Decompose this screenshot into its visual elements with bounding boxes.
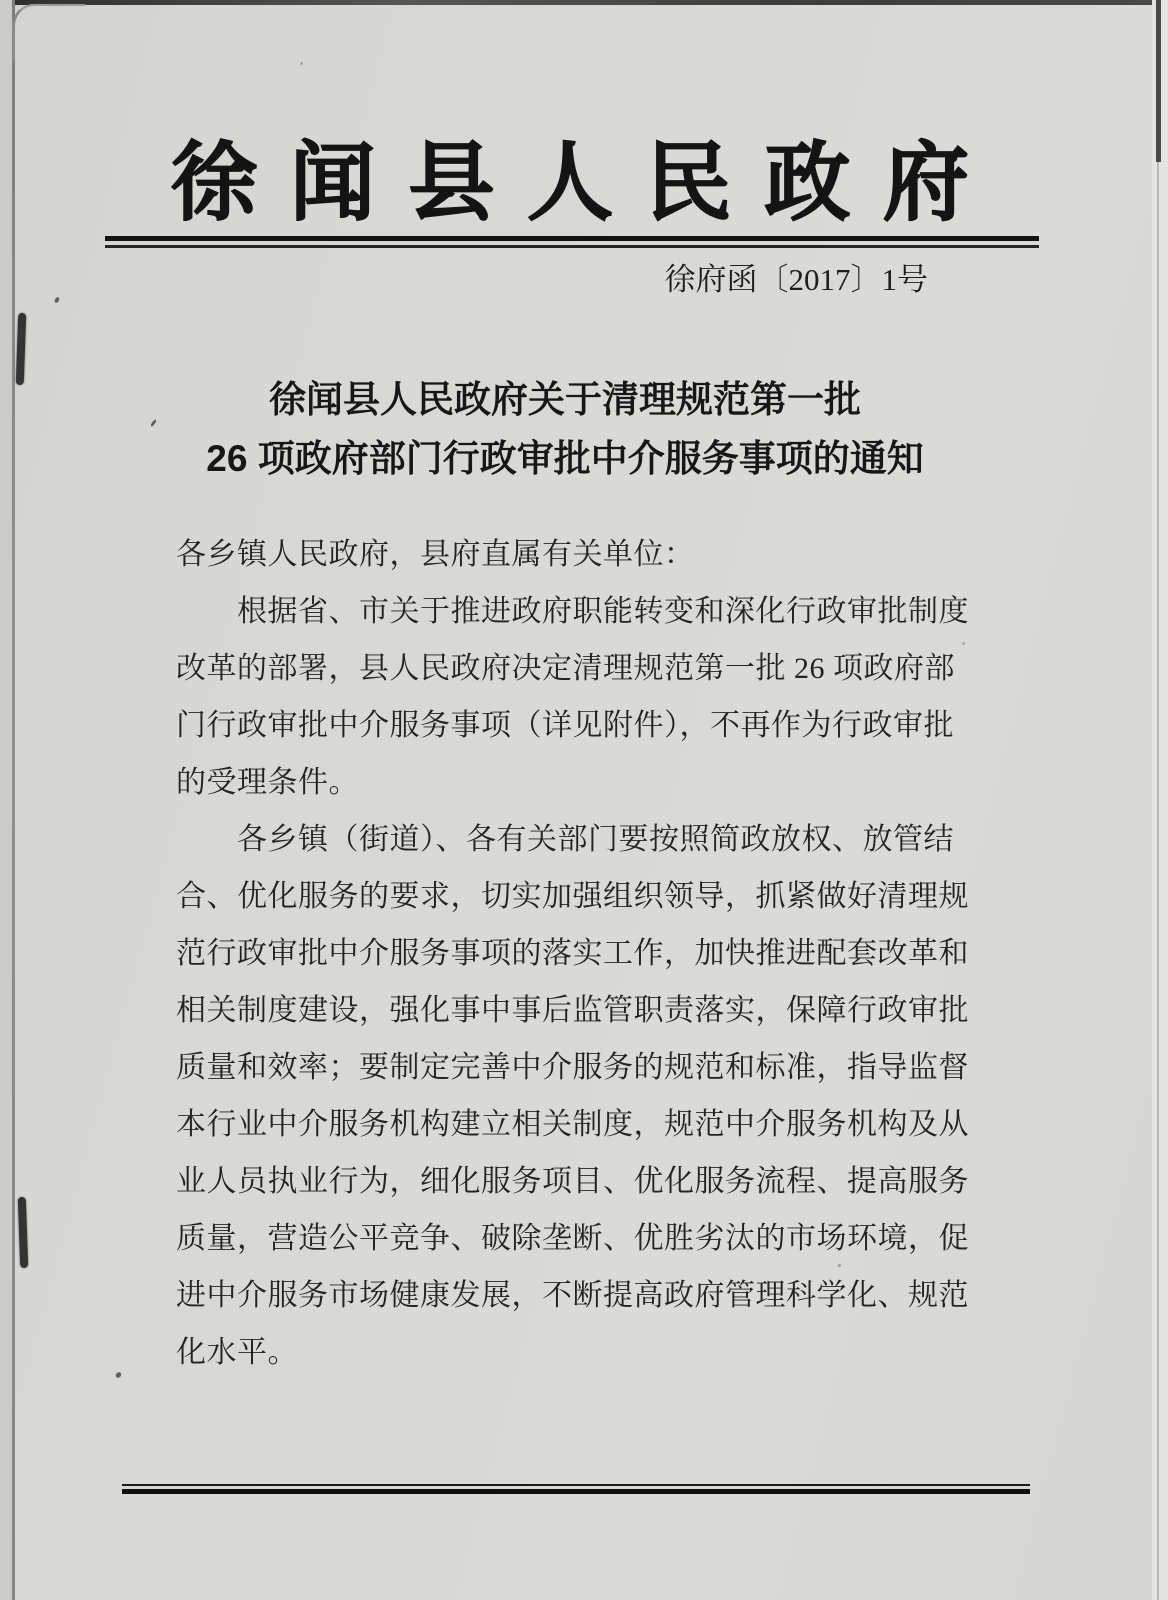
letterhead-divider [105,236,1039,248]
ink-speck [962,642,965,645]
ink-speck [115,1371,123,1379]
page-right-edge-dark [1156,0,1161,162]
body-text-line: 质量和效率；要制定完善中介服务的规范和标准，指导监督 [176,1051,969,1084]
body-text-line: 化水平。 [176,1336,298,1369]
body-text-line: 质量，营造公平竞争、破除垄断、优胜劣汰的市场环境，促 [176,1222,969,1255]
body-text-line: 进中介服务市场健康发展，不断提高政府管理科学化、规范 [176,1279,969,1312]
scan-left-margin [0,0,12,1600]
divider-thick-line [122,1489,1030,1494]
body-text-line: 合、优化服务的要求，切实加强组织领导，抓紧做好清理规 [176,880,969,913]
scan-right-margin [1152,0,1168,1600]
government-letterhead: 徐闻县人民政府 [170,135,1002,231]
body-text-line: 本行业中介服务机构建立相关制度，规范中介服务机构及从 [176,1108,969,1141]
document-title-line2: 26 项政府部门行政审批中介服务事项的通知 [206,438,924,479]
body-text-line: 根据省、市关于推进政府职能转变和深化行政审批制度 [237,595,969,628]
body-text-line: 业人员执业行为，细化服务项目、优化服务流程、提高服务 [176,1165,969,1198]
scan-top-edge [0,0,1168,5]
body-text-line: 各乡镇人民政府，县府直属有关单位： [176,538,695,571]
divider-thin-line [105,245,1039,248]
document-title-line1: 徐闻县人民政府关于清理规范第一批 [269,379,861,420]
body-text-line: 改革的部署，县人民政府决定清理规范第一批 26 项政府部 [176,652,955,685]
ink-speck [300,62,303,65]
body-text-line: 相关制度建设，强化事中事后监管职责落实，保障行政审批 [176,994,969,1027]
document-title [20,370,1110,488]
document-body [176,526,969,1381]
page-right-edge [1157,162,1159,1600]
page-corner-topleft [12,4,85,61]
page-left-edge [12,0,15,1600]
body-text-line: 各乡镇（街道）、各有关部门要按照简政放权、放管结 [237,823,954,856]
body-text-line: 范行政审批中介服务事项的落实工作，加快推进配套改革和 [176,937,969,970]
body-text-line: 的受理条件。 [176,766,359,799]
staple-mark-bottom [18,1197,28,1268]
footer-divider [122,1484,1030,1494]
body-text-line: 门行政审批中介服务事项（详见附件），不再作为行政审批 [176,709,954,742]
document-number: 徐府函〔2017〕1号 [664,262,928,297]
